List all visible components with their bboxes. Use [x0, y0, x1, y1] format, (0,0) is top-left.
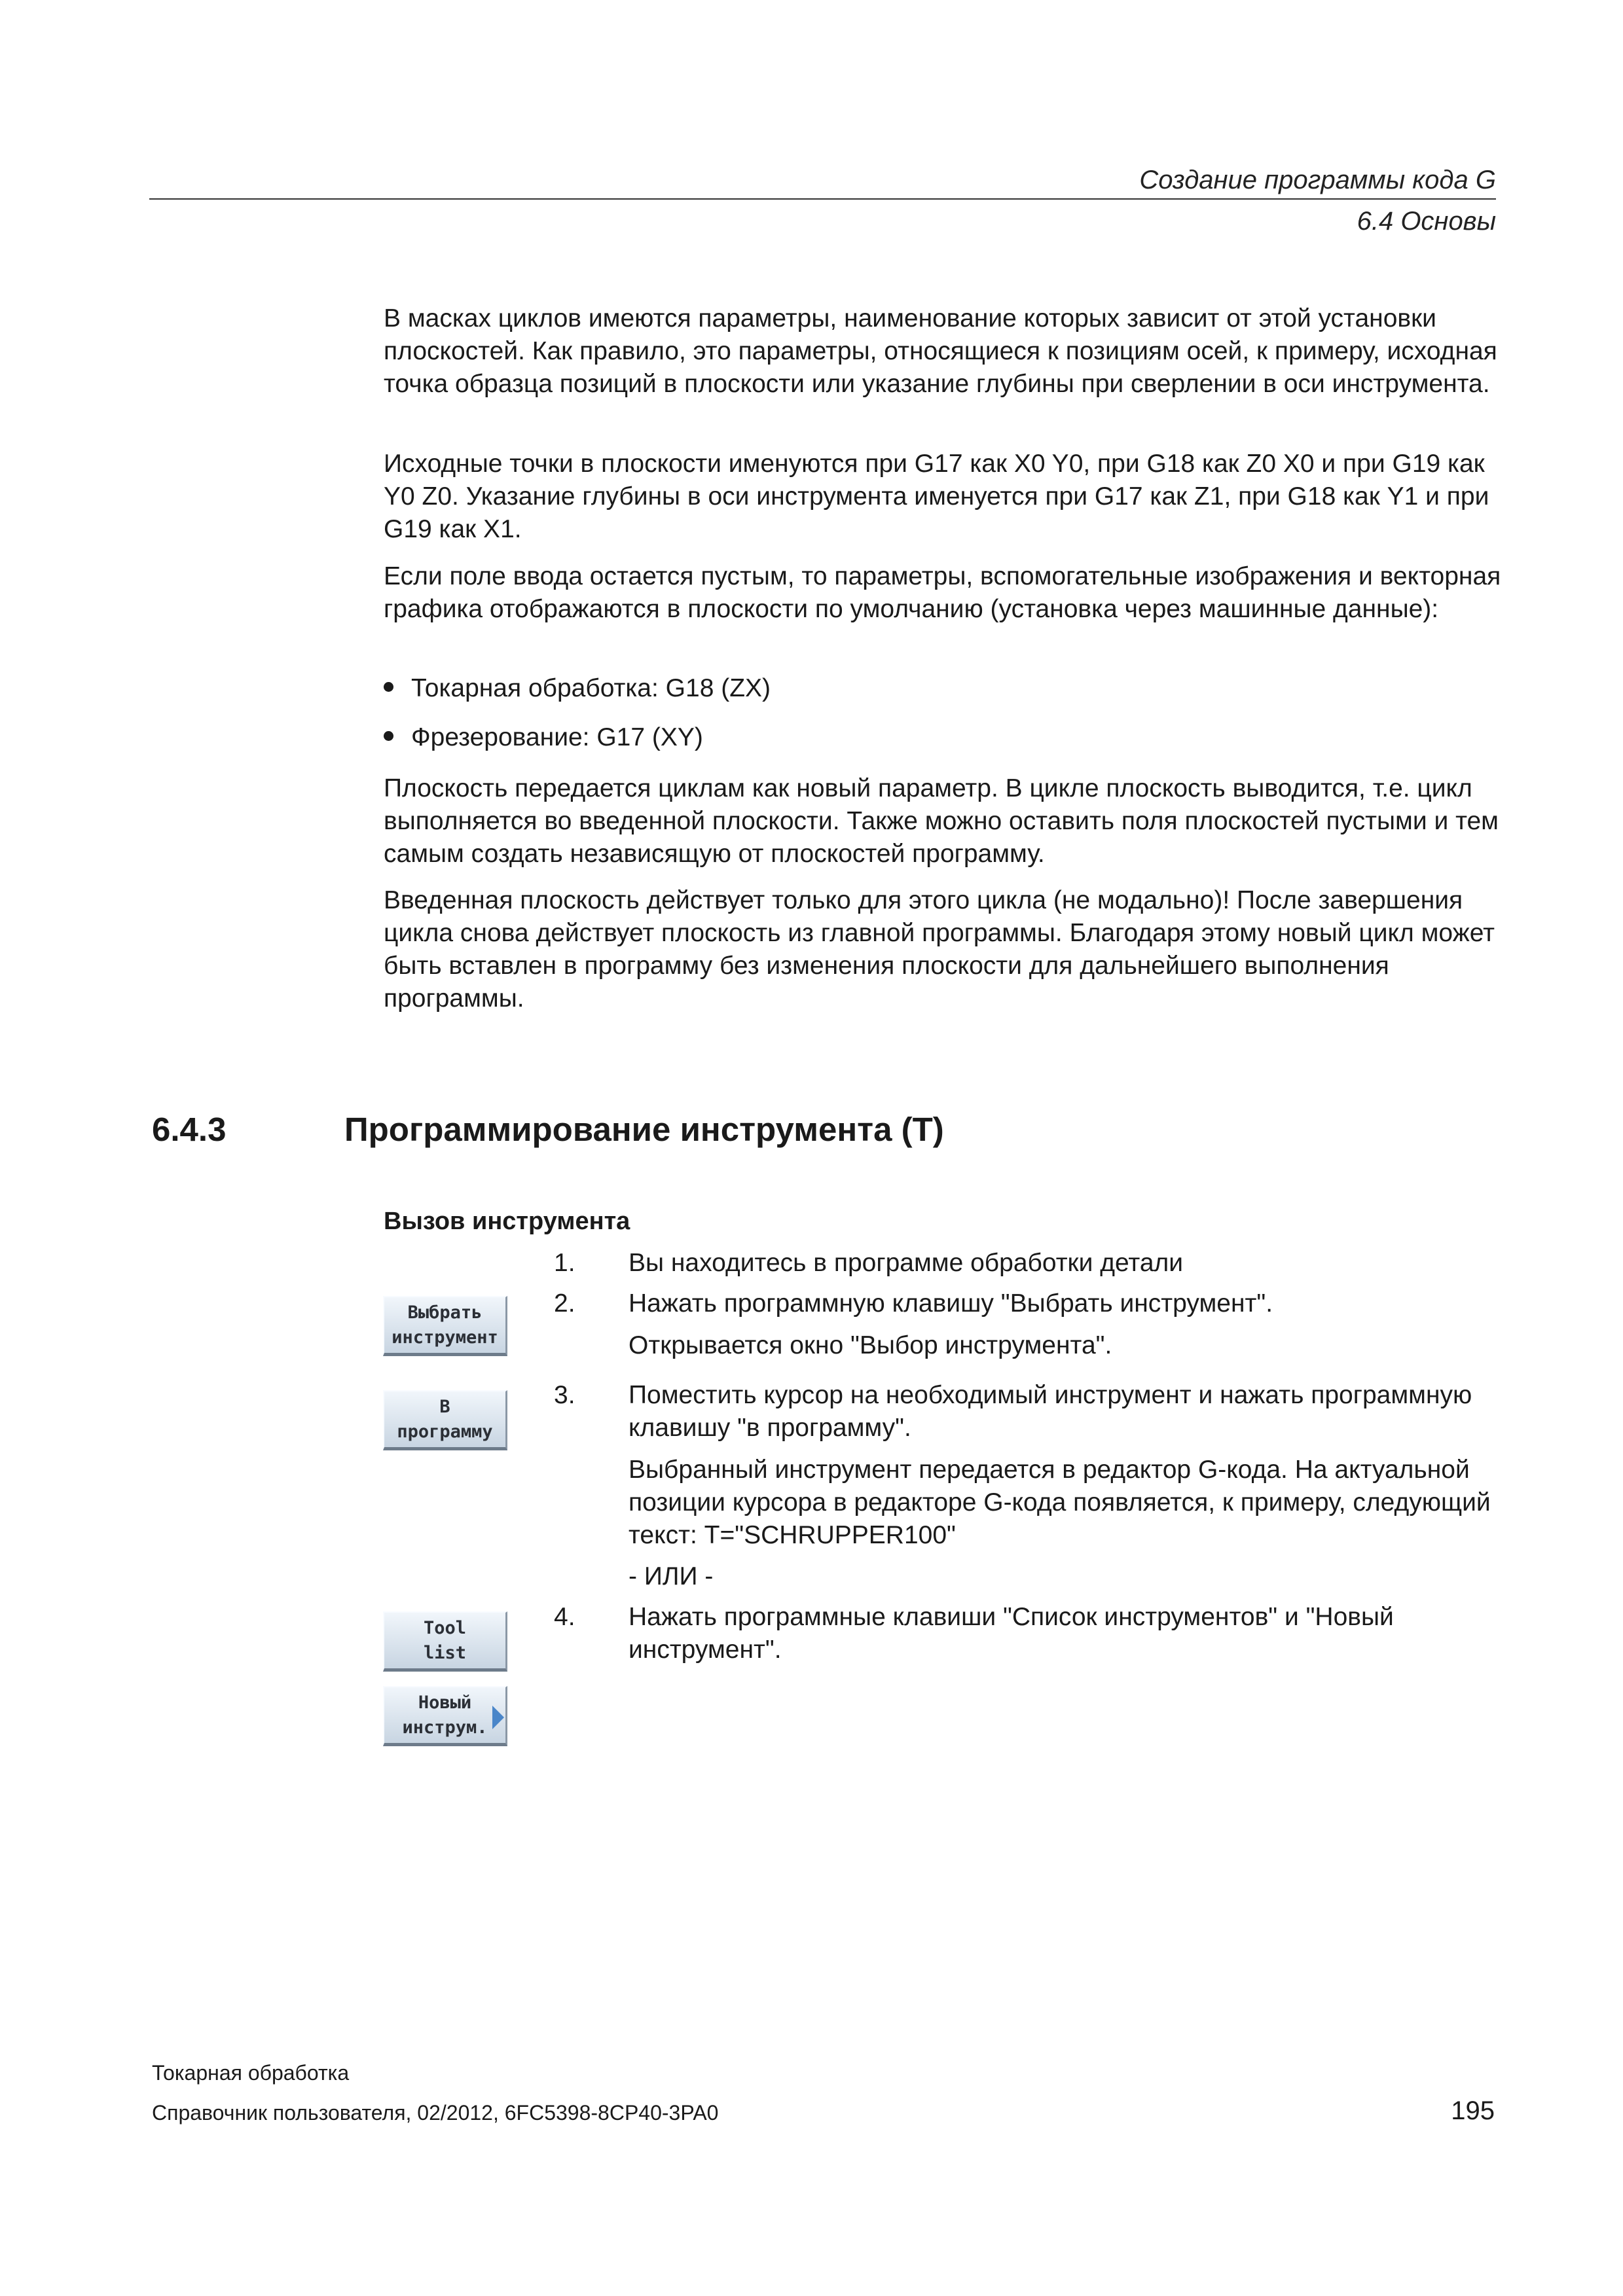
to-program-softkey[interactable]	[383, 1390, 507, 1450]
softkey-label: инструмент	[392, 1327, 498, 1348]
step-note: Выбранный инструмент передается в редактор G-кода. На актуальной позиции курсора в редакторе G-кода появляется, к примеру, следующий текст: T="SCHRUPPER100"	[629, 1456, 1491, 1549]
select-tool-softkey[interactable]	[383, 1296, 507, 1356]
submenu-arrow-icon	[492, 1706, 504, 1729]
section-number: 6.4.3	[152, 1111, 227, 1148]
softkey-label: программу	[397, 1421, 493, 1442]
step-text: Вы находитесь в программе обработки детали	[629, 1249, 1184, 1277]
footer-product: Токарная обработка	[152, 2061, 350, 2085]
softkey-label: В	[439, 1396, 450, 1417]
softkey-label: Выбрать	[407, 1302, 483, 1323]
header-rule	[149, 198, 1496, 200]
paragraph: Исходные точки в плоскости именуются при G17 как X0 Y0, при G18 как Z0 X0 и при G19 как Y0 Z0. Указание глубины в оси инструмента именуется при G17 как Z1, при G18 как Y1 и при G19 как X1.	[384, 450, 1489, 543]
bullet-icon	[384, 682, 393, 692]
section-title: Программирование инструмента (T)	[344, 1111, 944, 1148]
header-section-title: 6.4 Основы	[1357, 207, 1496, 236]
step-number: 2.	[554, 1289, 575, 1318]
step-number: 1.	[554, 1249, 575, 1277]
softkey-label: инструм.	[402, 1717, 488, 1738]
step-number: 4.	[554, 1603, 575, 1631]
new-tool-softkey[interactable]	[383, 1686, 507, 1746]
step-note: Открывается окно "Выбор инструмента".	[629, 1331, 1112, 1359]
bullet-text: Токарная обработка: G18 (ZX)	[411, 674, 771, 702]
step-number: 3.	[554, 1381, 575, 1409]
tool-list-softkey[interactable]	[383, 1611, 507, 1672]
paragraph: Введенная плоскость действует только для этого цикла (не модально)! После завершения цикла снова действует плоскость из главной программы. Благодаря этому новый цикл может быть вставлен в программу без изменения плоскости для дальнейшего выполнения программы.	[384, 886, 1495, 1013]
paragraph: В масках циклов имеются параметры, наименование которых зависит от этой установки плоскостей. Как правило, это параметры, относящиеся к позициям осей, к примеру, исходная точка образца позиций в плоскости или указание глубины при сверлении в оси инструмента.	[384, 304, 1497, 398]
step-text: Поместить курсор на необходимый инструмент и нажать программную клавишу "в программу".	[629, 1381, 1472, 1442]
bullet-icon	[384, 731, 393, 741]
paragraph: Плоскость передается циклам как новый параметр. В цикле плоскость выводится, т.е. цикл выполняется во введенной плоскости. Также можно оставить поля плоскостей пустыми и тем самым создать независящую от плоскостей программу.	[384, 774, 1499, 868]
softkey-label: list	[423, 1642, 467, 1663]
step-text: Нажать программные клавиши "Список инструментов" и "Новый инструмент".	[629, 1603, 1394, 1664]
bullet-item	[384, 672, 771, 705]
bullet-text: Фрезерование: G17 (XY)	[411, 723, 703, 751]
footer-manual-info: Справочник пользователя, 02/2012, 6FC5398-8CP40-3PA0	[152, 2101, 719, 2125]
page-number: 195	[1451, 2096, 1495, 2125]
softkey-label: Новый	[418, 1692, 472, 1713]
header-chapter-title: Создание программы кода G	[1139, 166, 1496, 194]
step-text: Нажать программную клавишу "Выбрать инструмент".	[629, 1289, 1273, 1318]
subheading: Вызов инструмента	[384, 1208, 630, 1235]
softkey-label: Tool	[423, 1617, 467, 1638]
bullet-item	[384, 721, 703, 754]
step-alternative: - ИЛИ -	[629, 1562, 714, 1590]
paragraph: Если поле ввода остается пустым, то параметры, вспомогательные изображения и векторная графика отображаются в плоскости по умолчанию (установка через машинные данные):	[384, 562, 1501, 623]
